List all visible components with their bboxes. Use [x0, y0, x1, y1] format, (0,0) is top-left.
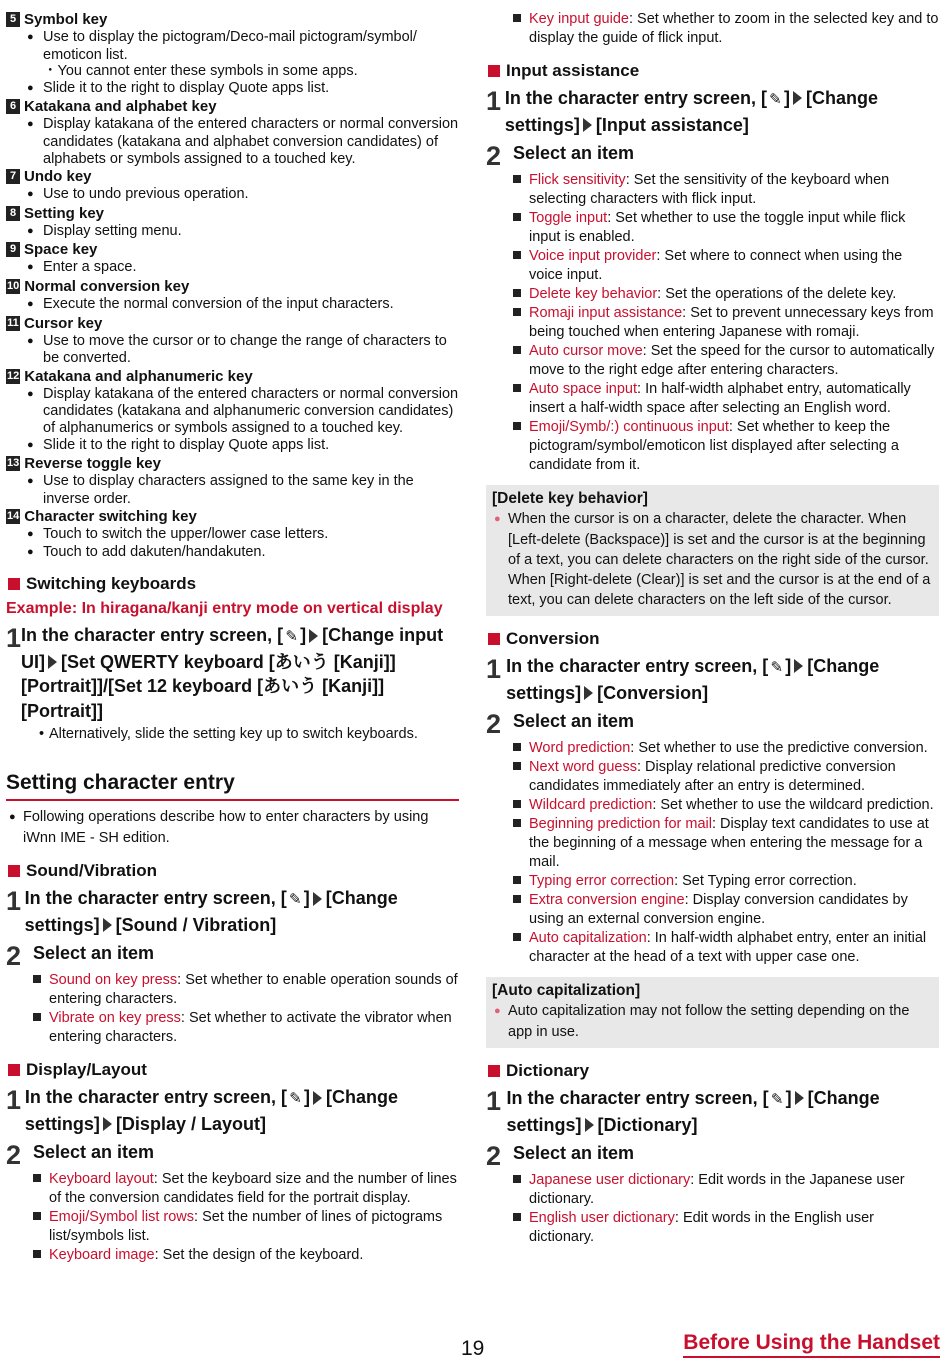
- setting-term: Flick sensitivity: [529, 172, 626, 188]
- key-bullet: ● Slide it to the right to display Quote apps list.: [6, 80, 459, 98]
- triangle-right-icon: [103, 1117, 112, 1131]
- key-number-badge: 11: [7, 316, 19, 329]
- setting-term: Voice input provider: [529, 248, 657, 264]
- key-title: Normal conversion key: [24, 277, 190, 295]
- step-1: 1 In the character entry screen, [ ✎ ] [Change settings] [Input assistance]: [486, 86, 939, 137]
- settings-key-icon: ✎: [285, 628, 298, 646]
- step-number: 1: [486, 86, 502, 116]
- key-bullet: ● Touch to switch the upper/lower case letters.: [6, 526, 459, 544]
- setting-item: Voice input provider: Set where to connect when using the voice input.: [486, 247, 939, 285]
- step-number: 1: [6, 886, 22, 917]
- key-bullet: ● Execute the normal conversion of the input characters.: [6, 296, 459, 314]
- key-bullet: ● Use to move the cursor or to change the range of characters to be converted.: [6, 333, 459, 367]
- setting-term: Keyboard layout: [49, 1171, 154, 1188]
- step-2: 2 Select an item: [486, 709, 635, 739]
- setting-item: Auto cursor move: Set the speed for the cursor to automatically move to the right edge after entering characters.: [486, 342, 939, 380]
- footer-chapter-link[interactable]: Before Using the Handset: [683, 1330, 940, 1358]
- key-number-badge: 6: [6, 99, 20, 114]
- step-1: 1 In the character entry screen, [ ✎ ] [Change settings] [Conversion]: [486, 654, 939, 705]
- setting-item: Emoji/Symbol list rows: Set the number of lines of pictograms list/symbols list.: [6, 1208, 459, 1246]
- setting-item: Next word guess: Display relational predictive conversion candidates immediately after an entry is determined.: [486, 758, 939, 796]
- section-marker: [488, 633, 500, 645]
- key-bullet: ● Enter a space.: [6, 259, 459, 277]
- key-title: Symbol key: [24, 11, 108, 28]
- delete-key-note-box: [Delete key behavior] ● When the cursor is on a character, delete the character. When [Left-delete (Backspace)] is set and the cursor is at the beginning of a text, you can delete characters on the right side of the cursor. When [Right-delete (Clear)] is set and the cursor is at the end of a text, you can delete characters on the left side of the cursor.: [486, 485, 939, 616]
- key-number-badge: 8: [6, 206, 20, 221]
- intro-text: ● Following operations describe how to enter characters by using iWnn IME - SH edition.: [6, 807, 459, 848]
- page-title: Setting character entry: [6, 770, 459, 801]
- section-heading: Conversion: [486, 628, 939, 650]
- setting-item: Beginning prediction for mail: Display text candidates to use at the beginning of a message when entering the message for a mail.: [486, 815, 939, 872]
- key-bullet: ● Display setting menu.: [6, 223, 459, 241]
- setting-term: Next word guess: [529, 759, 637, 775]
- section-input-assistance: [486, 60, 939, 475]
- key-title: Reverse toggle key: [24, 455, 161, 473]
- setting-item: Sound on key press: Set whether to enable operation sounds of entering characters.: [6, 971, 459, 1009]
- setting-term: Keyboard image: [49, 1247, 155, 1264]
- step-1: 1 In the character entry screen, [ ✎ ] [Change settings] [Sound / Vibration]: [6, 886, 459, 937]
- step-number: 2: [486, 141, 502, 171]
- key-heading: [6, 205, 459, 223]
- setting-item: Delete key behavior: Set the operations of the delete key.: [486, 285, 939, 304]
- section-marker: [488, 1065, 500, 1077]
- triangle-right-icon: [793, 91, 802, 105]
- setting-item: Emoji/Symb/:) continuous input: Set whether to keep the pictogram/symbol/emoticon list displayed after selecting a candidate from it.: [486, 418, 939, 475]
- triangle-right-icon: [795, 1091, 804, 1105]
- key-heading: [6, 508, 459, 526]
- key-title: Katakana and alphabet key: [24, 98, 217, 116]
- key-number-badge: 12: [7, 369, 20, 382]
- step-number: 1: [486, 1086, 502, 1116]
- setting-term: Vibrate on key press: [49, 1010, 181, 1027]
- section-marker: [8, 578, 20, 590]
- section-marker: [488, 65, 500, 77]
- settings-key-icon: ✎: [769, 91, 782, 108]
- key-title: Setting key: [24, 204, 105, 222]
- triangle-right-icon: [585, 1118, 594, 1132]
- setting-item: Typing error correction: Set Typing error correction.: [486, 872, 939, 891]
- step-2: 2 Select an item: [486, 141, 635, 171]
- key-number-badge: 9: [6, 242, 20, 257]
- key-bullet: ● Display katakana of the entered characters or normal conversion candidates (katakana and alphanumeric conversion candidates) of alphanumerics or symbols assigned to a touched key.: [6, 386, 459, 437]
- step-2: 2 Select an item: [486, 1141, 635, 1171]
- triangle-right-icon: [313, 892, 322, 906]
- key-descriptions: [6, 11, 459, 561]
- key-heading: [6, 98, 459, 116]
- section-marker: [8, 1064, 20, 1076]
- section-heading: Dictionary: [486, 1060, 939, 1082]
- right-column: [486, 10, 939, 1247]
- key-heading: [6, 455, 459, 473]
- page-number: 19: [461, 1337, 485, 1360]
- switching-note: • Alternatively, slide the setting key up to switch keyboards.: [6, 725, 459, 744]
- triangle-right-icon: [584, 686, 593, 700]
- key-bullet: ● Use to display characters assigned to the same key in the inverse order.: [6, 473, 459, 507]
- step-number: 1: [6, 1085, 22, 1116]
- setting-term: Japanese user dictionary: [529, 1172, 691, 1188]
- key-title: Katakana and alphanumeric key: [24, 367, 253, 385]
- example-label: Example: In hiragana/kanji entry mode on vertical display: [6, 600, 443, 618]
- setting-item: Extra conversion engine: Display conversion candidates by using an external conversion engine.: [486, 891, 939, 929]
- section-marker: [8, 865, 20, 877]
- key-number-badge: 14: [7, 510, 20, 523]
- key-bullet: ● Use to display the pictogram/Deco-mail pictogram/symbol/ emoticon list.: [6, 29, 459, 63]
- section-display-layout: [6, 1059, 459, 1265]
- setting-item: Japanese user dictionary: Edit words in the Japanese user dictionary.: [486, 1171, 939, 1209]
- triangle-right-icon: [313, 1091, 322, 1105]
- key-note: ・You cannot enter these symbols in some apps.: [43, 63, 358, 80]
- key-bullet: ● Display katakana of the entered characters or normal conversion candidates (katakana and alphabet conversion candidates) of alphabets or symbols assigned to a touched key.: [6, 116, 459, 167]
- setting-term: Auto capitalization: [529, 930, 647, 946]
- setting-item: Romaji input assistance: Set to prevent unnecessary keys from being touched when entering Japanese with romaji.: [486, 304, 939, 342]
- step-2: 2 Select an item: [6, 941, 155, 972]
- settings-key-icon: ✎: [288, 891, 302, 909]
- settings-key-icon: ✎: [770, 659, 784, 676]
- key-title: Undo key: [24, 168, 92, 186]
- key-heading: [6, 11, 459, 29]
- key-number-badge: 7: [6, 169, 20, 184]
- setting-item: English user dictionary: Edit words in the English user dictionary.: [486, 1209, 939, 1247]
- step-1: 1 In the character entry screen, [ ✎ ] [Change settings] [Dictionary]: [486, 1086, 939, 1137]
- section-switching-keyboards: Switching keyboards: [6, 573, 459, 595]
- section-sound-vibration: [6, 860, 459, 1047]
- setting-term: English user dictionary: [529, 1210, 675, 1226]
- setting-item: Toggle input: Set whether to use the toggle input while flick input is enabled.: [486, 209, 939, 247]
- section-heading: Sound/Vibration: [6, 860, 459, 882]
- triangle-right-icon: [103, 918, 112, 932]
- key-title: Cursor key: [24, 314, 103, 332]
- settings-key-icon: ✎: [289, 1090, 302, 1108]
- step-number: 2: [6, 1140, 22, 1171]
- setting-term: Emoji/Symbol list rows: [49, 1209, 195, 1226]
- left-column: [6, 10, 459, 1265]
- step-1: 1 In the character entry screen, [ ✎ ] [Change settings] [Display / Layout]: [6, 1085, 459, 1136]
- key-title: Space key: [24, 241, 98, 259]
- key-heading: [6, 315, 459, 333]
- triangle-right-icon: [309, 629, 318, 643]
- section-conversion: [486, 628, 939, 967]
- setting-term: Sound on key press: [49, 972, 178, 989]
- setting-term: Auto space input: [529, 381, 638, 397]
- step-number: 2: [486, 1141, 502, 1171]
- key-heading: [6, 241, 459, 259]
- settings-key-icon: ✎: [770, 1091, 784, 1108]
- triangle-right-icon: [794, 659, 803, 673]
- step-number: 1: [6, 623, 22, 654]
- triangle-right-icon: [583, 118, 592, 132]
- step-2: 2 Select an item: [6, 1140, 155, 1171]
- key-heading: [6, 168, 459, 186]
- triangle-right-icon: [48, 655, 57, 669]
- setting-term: Beginning prediction for mail: [529, 816, 712, 832]
- setting-item: Vibrate on key press: Set whether to activate the vibrator when entering characters.: [6, 1009, 459, 1047]
- setting-item: Flick sensitivity: Set the sensitivity of the keyboard when selecting characters with flick input.: [486, 171, 939, 209]
- item-key-input-guide: Key input guide: Set whether to zoom in the selected key and to display the guide of flick input.: [486, 10, 939, 48]
- setting-term: Toggle input: [529, 210, 608, 226]
- step-number: 2: [486, 709, 502, 739]
- key-number-badge: 13: [7, 457, 20, 470]
- step-number: 2: [6, 941, 22, 972]
- setting-item: Auto capitalization: In half-width alphabet entry, enter an initial character at the head of a text with upper case one.: [486, 929, 939, 967]
- section-heading: Display/Layout: [6, 1059, 459, 1081]
- setting-term: Typing error correction: [529, 873, 675, 889]
- key-title: Character switching key: [24, 508, 197, 526]
- key-number-badge: 5: [6, 12, 20, 27]
- key-number-badge: 10: [7, 279, 20, 292]
- key-heading: [6, 278, 459, 296]
- setting-item: Wildcard prediction: Set whether to use the wildcard prediction.: [486, 796, 939, 815]
- setting-term: Word prediction: [529, 740, 631, 756]
- setting-term: Romaji input assistance: [529, 305, 683, 321]
- key-bullet: ● Slide it to the right to display Quote apps list.: [6, 437, 459, 455]
- setting-term: Emoji/Symb/:) continuous input: [529, 419, 729, 435]
- setting-item: Keyboard layout: Set the keyboard size and the number of lines of the conversion candidates field for the portrait display.: [6, 1170, 459, 1208]
- setting-term: Wildcard prediction: [529, 797, 653, 813]
- key-heading: [6, 368, 459, 386]
- auto-capitalization-note-box: [Auto capitalization] ● Auto capitalization may not follow the setting depending on the app in use.: [486, 977, 939, 1048]
- setting-item: Word prediction: Set whether to use the predictive conversion.: [486, 739, 939, 758]
- key-bullet: ● Touch to add dakuten/handakuten.: [6, 544, 459, 562]
- step-1: 1 In the character entry screen, [ ✎ ] [Change input UI] [Set QWERTY keyboard [あいう [Kanji]] [Portrait]]/[Set 12 keyboard [あいう [Kanji]] [Portrait]]: [6, 623, 459, 723]
- setting-term: Delete key behavior: [529, 286, 658, 302]
- setting-item: Keyboard image: Set the design of the keyboard.: [6, 1246, 459, 1265]
- setting-term: Extra conversion engine: [529, 892, 685, 908]
- key-bullet: ● Use to undo previous operation.: [6, 186, 459, 204]
- step-number: 1: [486, 654, 502, 684]
- setting-item: Auto space input: In half-width alphabet entry, automatically insert a half-width space after selecting an English word.: [486, 380, 939, 418]
- section-dictionary: [486, 1060, 939, 1247]
- setting-term: Auto cursor move: [529, 343, 643, 359]
- section-heading: Input assistance: [486, 60, 939, 82]
